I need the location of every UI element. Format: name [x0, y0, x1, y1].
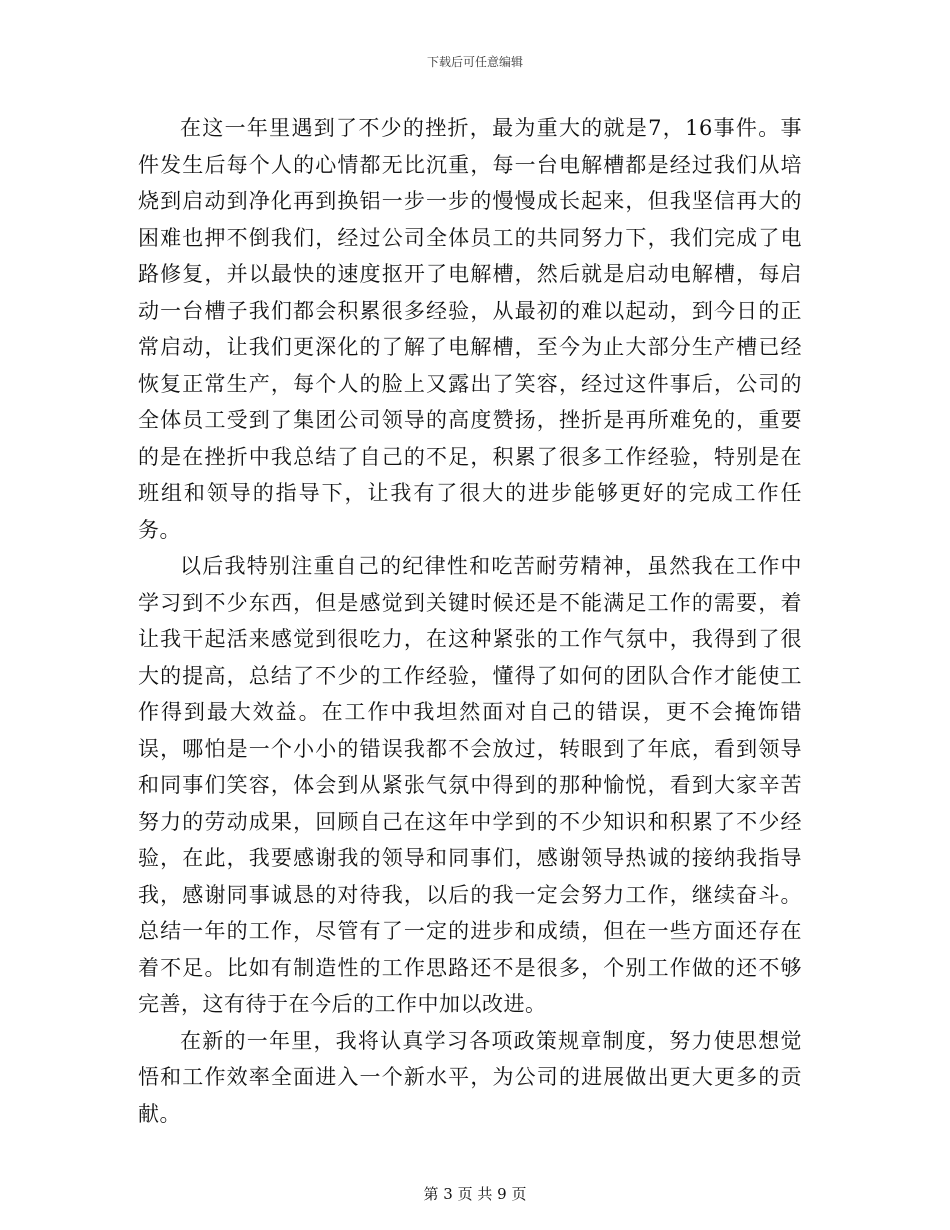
paragraph-3: 在新的一年里，我将认真学习各项政策规章制度，努力使思想觉悟和工作效率全面进入一个新水平，为公司的进展做出更大更多的贡献。 [138, 1028, 802, 1126]
paragraph-1: 在这一年里遇到了不少的挫折，最为重大的就是7，16事件。事件发生后每个人的心情都无比沉重，每一台电解槽都是经过我们从培烧到启动到净化再到换铝一步一步的慢慢成长起来，但我坚信再大的困难也押不倒我们，经过公司全体员工的共同努力下，我们完成了电路修复，并以最快的速度抠开了电解槽，然后就是启动电解槽，每启动一台槽子我们都会积累很多经验，从最初的难以起动，到今日的正常启动，让我们更深化的了解了电解槽，至今为止大部分生产槽已经恢复正常生产，每个人的脸上又露出了笑容，经过这件事后，公司的全体员工受到了集团公司领导的高度赞扬，挫折是再所难免的，重要的是在挫折中我总结了自己的不足，积累了很多工作经验，特别是在班组和领导的指导下，让我有了很大的进步能够更好的完成工作任务。 [138, 116, 802, 542]
page-number: 第 3 页 共 9 页 [423, 1185, 527, 1203]
paragraph-2: 以后我特别注重自己的纪律性和吃苦耐劳精神，虽然我在工作中学习到不少东西，但是感觉到关键时候还是不能满足工作的需要，着让我干起活来感觉到很吃力，在这种紧张的工作气氛中，我得到了很大的提高，总结了不少的工作经验，懂得了如何的团队合作才能使工作得到最大效益。在工作中我坦然面对自己的错误，更不会掩饰错误，哪怕是一个小小的错误我都不会放过，转眼到了年底，看到领导和同事们笑容，体会到从紧张气氛中得到的那种愉悦，看到大家辛苦努力的劳动成果，回顾自己在这年中学到的不少知识和积累了不少经验，在此，我要感谢我的领导和同事们，感谢领导热诚的接纳我指导我，感谢同事诚恳的对待我，以后的我一定会努力工作，继续奋斗。总结一年的工作，尽管有了一定的进步和成绩，但在一些方面还存在着不足。比如有制造性的工作思路还不是很多，个别工作做的还不够完善，这有待于在今后的工作中加以改进。 [138, 554, 802, 1016]
document-body [138, 110, 802, 1132]
page-header: 下载后可任意编辑 [426, 55, 523, 69]
